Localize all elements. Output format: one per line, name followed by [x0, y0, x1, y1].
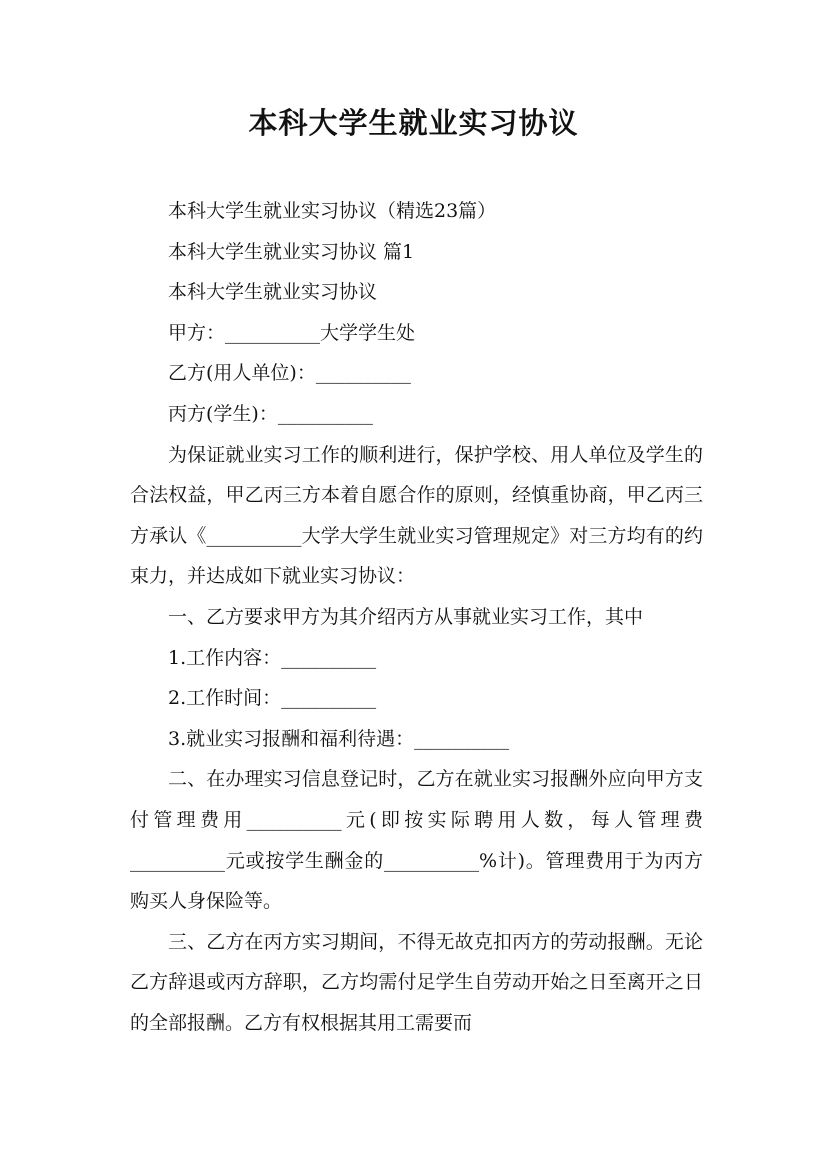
paragraph-preamble: 为保证就业实习工作的顺利进行，保护学校、用人单位及学生的合法权益，甲乙丙三方本着自愿合作的原则，经慎重协商，甲乙丙三方承认《__________大学大学生就业实习管理规定》对三方均有的约束力，并达成如下就业实习协议：	[130, 443, 703, 588]
paragraph-work-time: 2.工作时间：__________	[168, 687, 377, 710]
paragraph-clause-1: 一、乙方要求甲方为其介绍丙方从事就业实习工作，其中	[168, 605, 644, 628]
paragraph-party-b: 乙方(用人单位)：__________	[168, 362, 411, 385]
paragraph-work-content: 1.工作内容：__________	[168, 646, 377, 669]
paragraph-article-heading: 本科大学生就业实习协议 篇1	[168, 240, 415, 263]
paragraph-remuneration: 3.就业实习报酬和福利待遇：__________	[168, 727, 510, 750]
paragraph-party-c: 丙方(学生)：__________	[168, 402, 373, 425]
paragraph-clause-2: 二、在办理实习信息登记时，乙方在就业实习报酬外应向甲方支付管理费用__________元(即按实际聘用人数，每人管理费__________元或按学生酬金的__________%计)。管理费用于为丙方购买人身保险等。	[130, 768, 703, 913]
paragraph-agreement-name: 本科大学生就业实习协议	[168, 281, 378, 304]
document-body	[130, 191, 703, 1043]
paragraph-collection-title: 本科大学生就业实习协议（精选23篇）	[168, 200, 497, 222]
paragraph-party-a: 甲方：__________大学学生处	[168, 321, 416, 344]
document-title: 本科大学生就业实习协议	[248, 106, 579, 140]
paragraph-clause-3: 三、乙方在丙方实习期间，不得无故克扣丙方的劳动报酬。无论乙方辞退或丙方辞职，乙方均需付足学生自劳动开始之日至离开之日的全部报酬。乙方有权根据其用工需要而	[130, 930, 703, 1034]
